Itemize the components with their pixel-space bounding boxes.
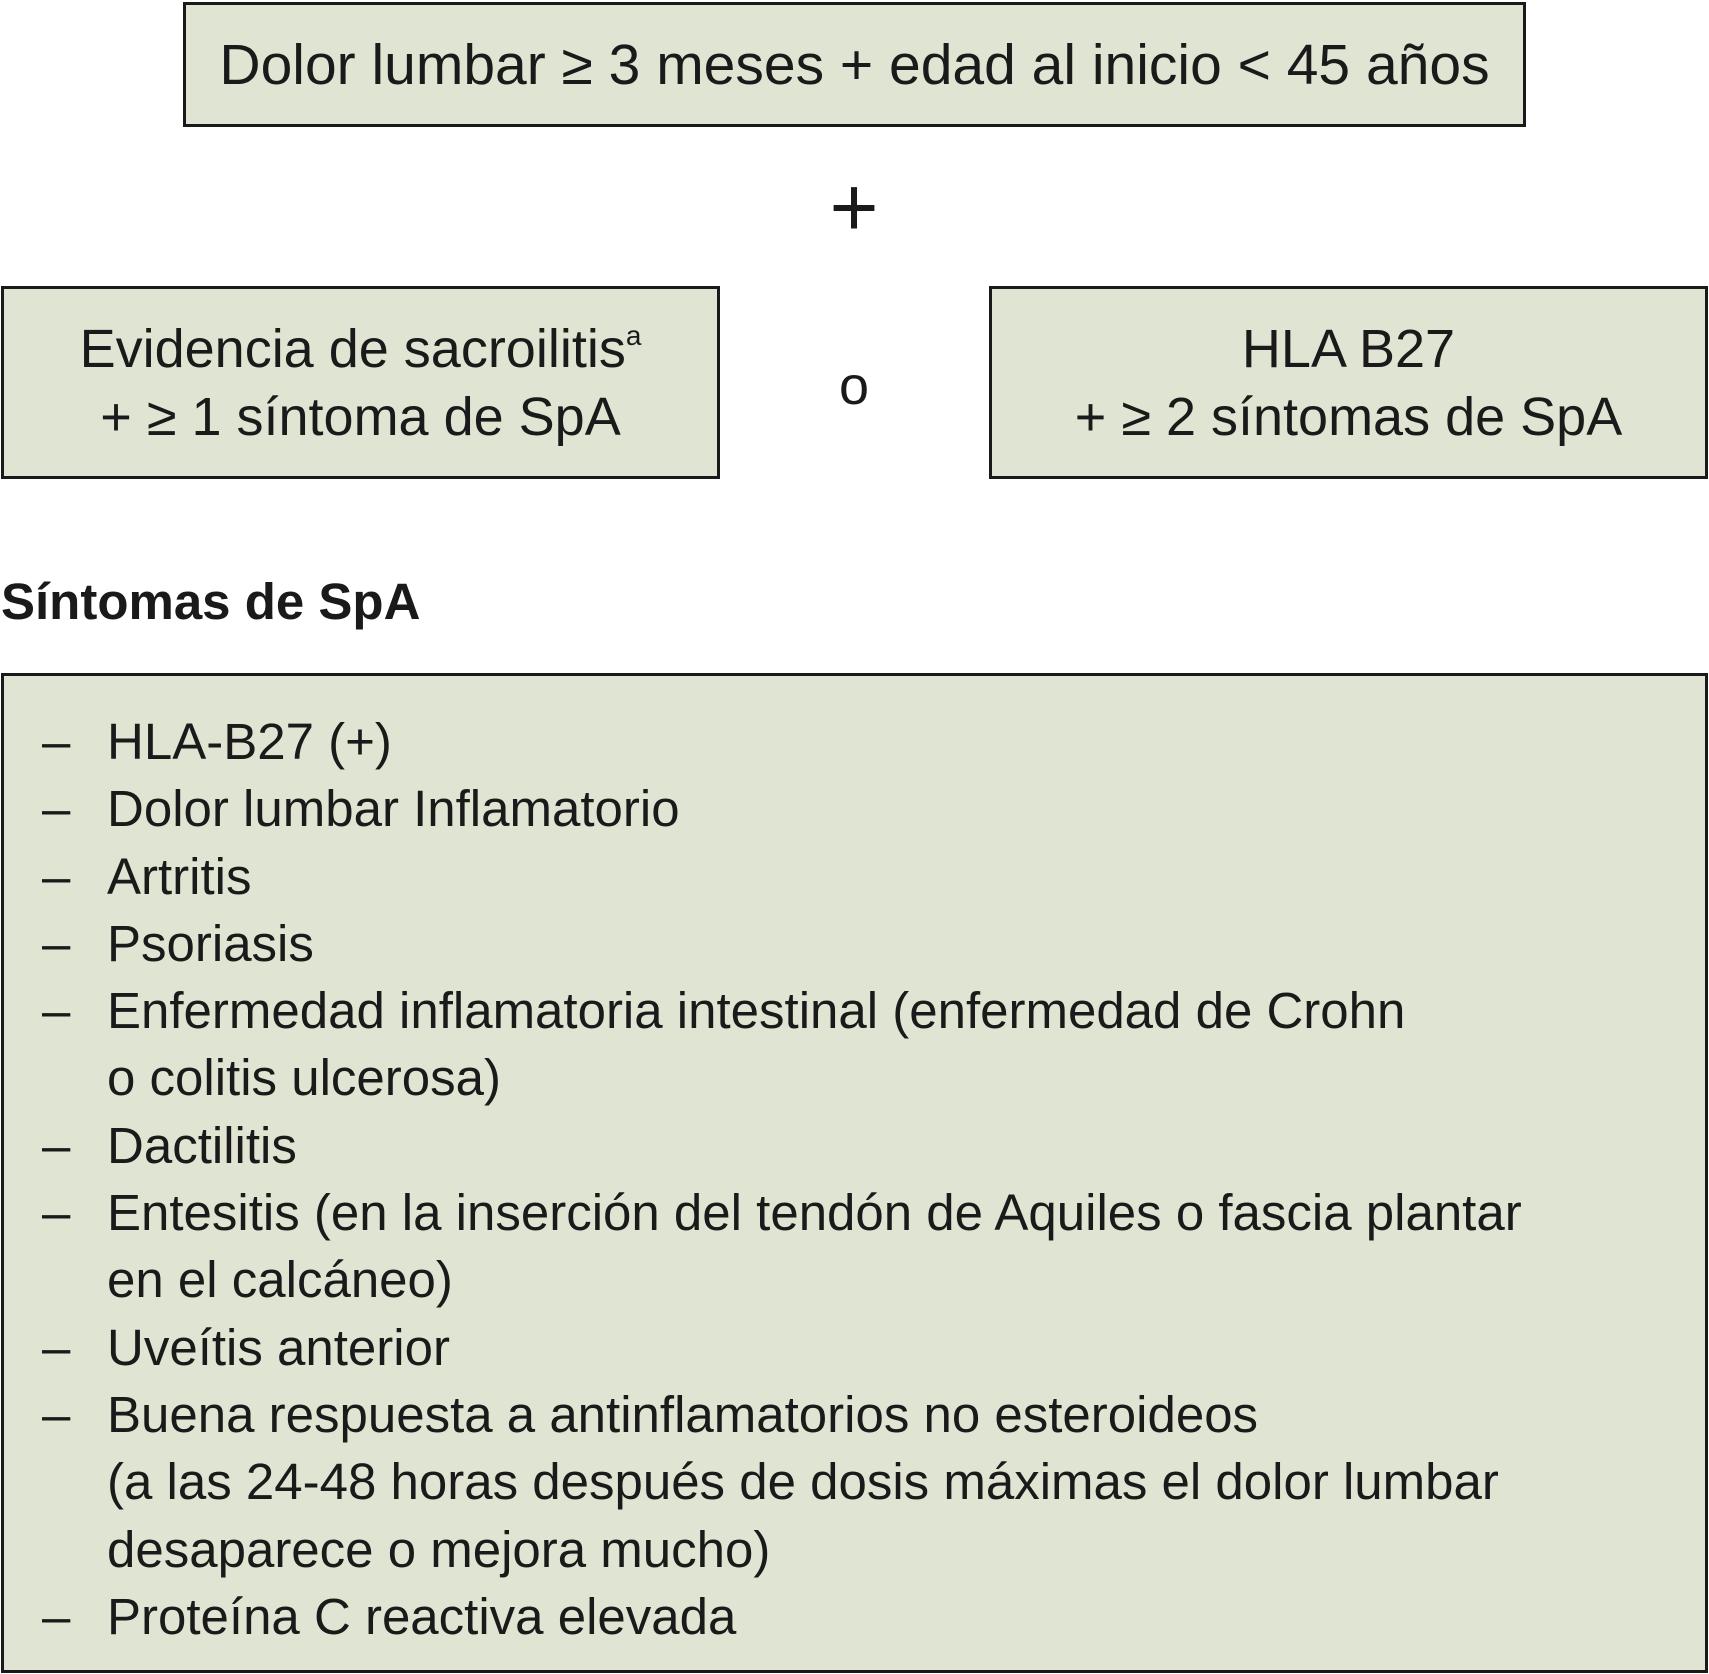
symptoms-list	[42, 708, 1675, 1650]
dash-bullet: –	[42, 713, 71, 770]
clinical-arm-line2: + ≥ 2 síntomas de SpA	[1074, 386, 1623, 447]
list-item	[42, 1381, 1675, 1583]
symptom-text: Dactilitis	[107, 1116, 297, 1174]
list-item	[42, 1179, 1675, 1314]
list-item	[42, 1112, 1675, 1179]
symptoms-heading: Síntomas de SpA	[1, 573, 421, 630]
dash-bullet: –	[42, 1318, 71, 1376]
dash-bullet: –	[42, 1116, 71, 1174]
symptoms-box	[1, 673, 1708, 1673]
or-connector: o	[838, 356, 870, 416]
list-item	[42, 910, 1675, 977]
clinical-arm-line1: HLA B27	[1241, 318, 1456, 379]
symptom-text: Entesitis (en la inserción del tendón de Aquiles o fascia plantar en el calcáneo)	[107, 1184, 1522, 1309]
footnote-marker: a	[625, 319, 642, 351]
symptom-text: Artritis	[107, 847, 252, 905]
symptom-text: Uveítis anterior	[107, 1318, 450, 1376]
dash-bullet: –	[42, 914, 71, 972]
plus-connector: +	[829, 160, 879, 254]
list-item	[42, 1583, 1675, 1650]
dash-bullet: –	[42, 780, 71, 838]
imaging-arm-title: Evidencia de sacroilitis	[79, 318, 626, 379]
clinical-arm-box	[989, 286, 1708, 479]
dash-bullet: –	[42, 1587, 71, 1645]
symptom-text: Dolor lumbar Inflamatorio	[107, 780, 680, 838]
dash-bullet: –	[42, 1385, 71, 1443]
symptom-text: Enfermedad inflamatoria intestinal (enfermedad de Crohn o colitis ulcerosa)	[107, 982, 1406, 1107]
imaging-arm-line1	[80, 315, 642, 383]
dash-bullet: –	[42, 847, 71, 905]
list-item	[42, 708, 1675, 775]
symptom-text: HLA-B27 (+)	[107, 713, 392, 770]
dash-bullet: –	[42, 982, 71, 1040]
symptom-text: Buena respuesta a antinflamatorios no esteroideos (a las 24-48 horas después de dosis máximas el dolor lumbar desaparece o mejora mucho)	[107, 1385, 1499, 1578]
imaging-arm-line2: + ≥ 1 síntoma de SpA	[100, 386, 621, 447]
list-item	[42, 1314, 1675, 1381]
list-item	[42, 843, 1675, 910]
list-item	[42, 775, 1675, 842]
dash-bullet: –	[42, 1184, 71, 1242]
list-item	[42, 977, 1675, 1112]
entry-criterion-text: Dolor lumbar ≥ 3 meses + edad al inicio < 45 años	[219, 32, 1490, 97]
symptom-text: Psoriasis	[107, 914, 314, 972]
symptom-text: Proteína C reactiva elevada	[107, 1587, 737, 1645]
entry-criterion-box	[183, 2, 1526, 127]
imaging-arm-box	[1, 286, 720, 479]
